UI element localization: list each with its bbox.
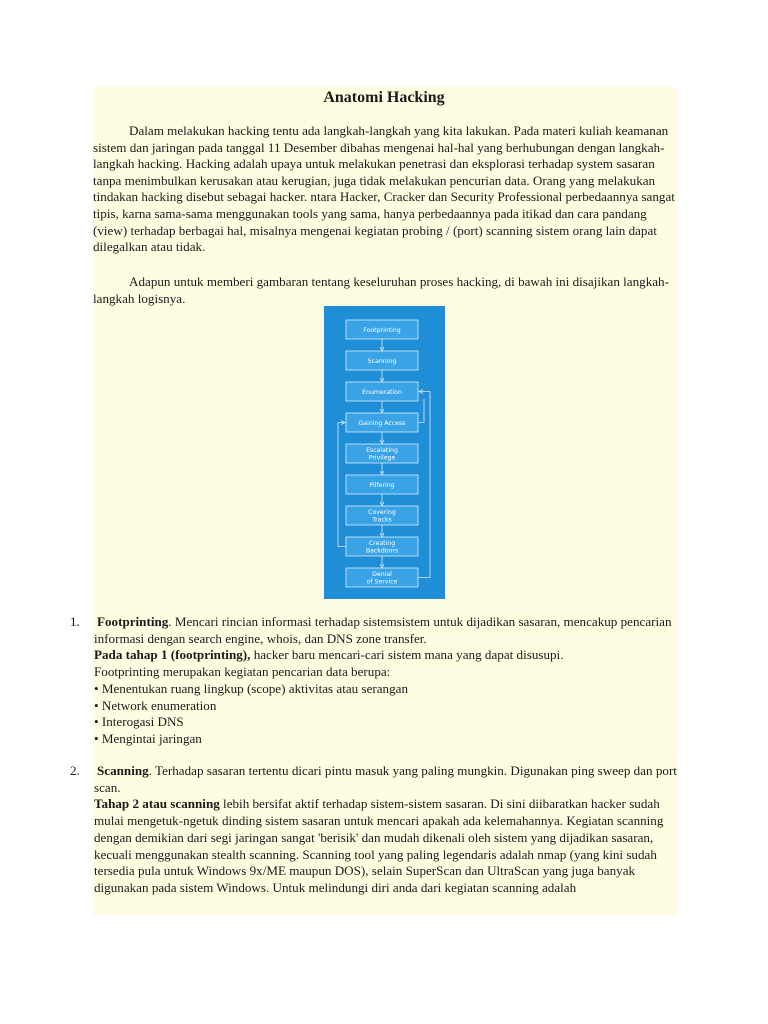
term-footprinting-desc: . Mencari rincian informasi terhadap sistemsistem untuk dijadikan sasaran, mencakup pencarian informasi dengan search engine, whois, dan DNS zone transfer.	[94, 614, 672, 646]
flow-step-label: Tracks	[372, 516, 392, 524]
bullet-item: • Network enumeration	[94, 697, 217, 713]
flow-step-label: Escalating	[366, 447, 398, 454]
flow-loop-line	[418, 399, 424, 423]
flow-step-label: Denial	[372, 571, 392, 578]
flow-loop-line	[338, 423, 346, 547]
flow-step-label: of Service	[366, 578, 398, 586]
bullet-item: • Menentukan ruang lingkup (scope) aktivitas atau serangan	[94, 680, 409, 696]
term-scanning-desc: . Terhadap sasaran tertentu dicari pintu masuk yang paling mungkin. Digunakan ping sweep dan port scan.	[94, 763, 677, 795]
intro-paragraph-1-text: Dalam melakukan hacking tentu ada langkah-langkah yang kita lakukan. Pada materi kuliah keamanan sistem dan jaringan pada tanggal 11 Desember dibahas mengenai hal-hal yang berhubungan dengan langkah-langkah hacking. Hacking adalah upaya untuk melakukan penetrasi dan eksplorasi terhadap system sasaran tanpa menimbulkan kerusakan atau kerugian, juga tidak melakukan pencurian data. Orang yang melakukan tindakan hacking disebut sebagai hacker. ntara Hacker, Cracker dan Security Professional perbedaannya sangat tipis, karna sama-sama menggunakan tools yang sama, hanya perbedaannya pada itikad dan cara pandang (view) terhadap berbagai hal, misalnya mengenai kegiatan probing / (port) scanning sistem orang lain dapat dilegalkan atau tidak.	[93, 123, 675, 255]
intro-paragraph-2	[93, 274, 677, 307]
term-footprinting: Footprinting	[97, 614, 169, 629]
term-scanning: Scanning	[97, 763, 149, 778]
list-item-footprinting	[70, 614, 680, 748]
flow-step-label: Footprinting	[363, 327, 401, 334]
flow-step-label: Covering	[368, 509, 396, 516]
intro-paragraph-2-text: Adapun untuk memberi gambaran tentang keseluruhan proses hacking, di bawah ini disajikan langkah-langkah logisnya.	[93, 274, 669, 306]
bullet-item: • Mengintai jaringan	[94, 730, 202, 746]
stage-2-text: lebih bersifat aktif terhadap sistem-sistem sasaran. Di sini diibaratkan hacker sudah mulai mengetuk-ngetuk dinding sistem sasaran untuk mencari apakah ada kelemahannya. Kegiatan scanning dengan demikian dari segi jaringan sangat 'berisik' dan mudah dikenali oleh sistem yang dijadikan sasaran, kecuali menggunakan stealth scanning. Scanning tool yang paling legendaris adalah nmap (yang kini sudah tersedia pula untuk Windows 9x/ME maupun DOS), selain SuperScan dan UltraScan yang juga banyak digunakan pada sistem Windows. Untuk melindungi diri anda dari kegiatan scanning adalah	[94, 796, 664, 895]
flow-step-label: Creating	[368, 540, 396, 547]
footprinting-data-intro: Footprinting merupakan kegiatan pencarian data berupa:	[94, 664, 391, 680]
stage-1-lead: Pada tahap 1 (footprinting),	[94, 647, 251, 663]
intro-paragraph-1	[93, 123, 677, 256]
stage-1-text: hacker baru mencari-cari sistem mana yang dapat disusupi.	[250, 647, 564, 663]
list-number: 2.	[70, 763, 80, 778]
hacking-steps-diagram	[324, 306, 445, 599]
list-item-scanning	[70, 763, 680, 897]
hacking-steps-flowchart	[324, 306, 445, 599]
flow-step-label: Enumeration	[362, 389, 402, 396]
flow-step-label: Pilfering	[369, 482, 395, 489]
list-number: 1.	[70, 614, 80, 629]
flow-step-label: Privilege	[368, 454, 396, 462]
flow-step-label: Scanning	[367, 358, 397, 365]
flow-step-label: Backdoors	[365, 547, 399, 555]
stage-2-lead: Tahap 2 atau scanning	[94, 796, 220, 812]
flow-step-label: Gaining Access	[358, 420, 406, 427]
document-title: Anatomi Hacking	[323, 89, 445, 106]
bullet-item: • Interogasi DNS	[94, 714, 184, 730]
